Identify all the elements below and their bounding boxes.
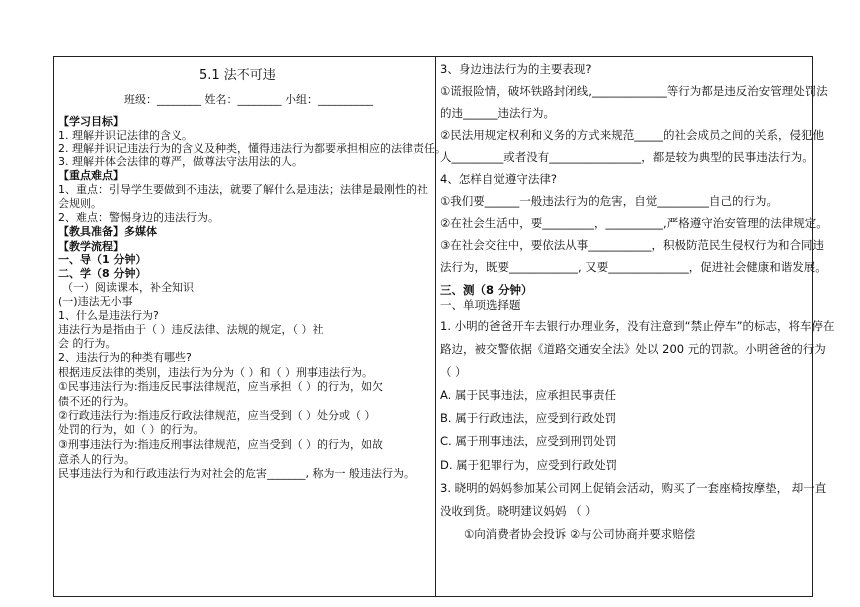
right-line: ①向消费者协会投诉 ②与公司协商并要求赔偿 xyxy=(464,527,696,541)
right-line: A. 属于民事违法，应承担民事责任 xyxy=(440,388,616,402)
right-line: C. 属于刑事违法，应受到刑罚处罚 xyxy=(440,434,617,448)
left-line: 会规则。 xyxy=(58,197,102,210)
right-line: D. 属于犯罪行为，应受到行政处罚 xyxy=(440,458,618,472)
class-name-group-line: 班级：________ 姓名：________ 小组：__________ xyxy=(124,93,373,106)
left-line: 意杀人的行为。 xyxy=(58,453,135,466)
right-line: B. 属于行政违法，应受到行政处罚 xyxy=(440,411,617,425)
right-line: ②在社会生活中，要_________，__________,严格遵守治安管理的法律规定。 xyxy=(440,216,828,230)
left-line: 债不还的行为。 xyxy=(58,395,135,408)
right-line: 人_________或者没有________________，都是较为典型的民事违法行为。 xyxy=(440,150,814,164)
right-line: 3. 晓明的妈妈参加某公司网上促销会活动，购买了一套座椅按摩垫， 却一直 xyxy=(440,481,827,495)
left-line: 民事违法行为和行政违法行为对社会的危害_______, 称为一 般违法行为。 xyxy=(58,467,415,480)
right-line: ②民法用规定权利和义务的方式来规范_____的社会成员之间的关系，侵犯他 xyxy=(440,128,825,142)
right-line: ③在社会交往中，要依法从事___________，积极防范民生侵权行为和合同违 xyxy=(440,238,825,252)
right-line: ①我们要______一般违法行为的危害，自觉_________自己的行为。 xyxy=(440,194,779,208)
left-line: 【重点难点】 xyxy=(58,169,124,182)
left-line: 2. 理解并识记违法行为的含义及种类，懂得违法行为都要承担相应的法律责任。 xyxy=(58,142,446,155)
left-line: 1、什么是违法行为? xyxy=(58,309,159,322)
right-line: 没收到货。晓明建议妈妈 （ ） xyxy=(440,504,597,518)
left-line: 根据违反法律的类别，违法行为分为（ ）和（ ）刑事违法行为。 xyxy=(58,366,373,379)
left-line: 2、违法行为的种类有哪些? xyxy=(58,351,192,364)
left-line: 处罚的行为，如（ ）的行为。 xyxy=(58,423,205,436)
left-line: 【学习目标】 xyxy=(58,115,124,128)
left-line: (一)违法无小事 xyxy=(58,295,133,308)
left-line: ②行政违法行为:指违反行政法律规范，应当受到（ ）处分或（ ） xyxy=(58,409,376,422)
page-title: 5.1 法不可违 xyxy=(199,68,276,83)
worksheet-frame xyxy=(53,56,835,597)
right-line: 一、单项选择题 xyxy=(440,298,521,312)
left-line: ①民事违法行为:指违反民事法律规范，应当承担（ ）的行为，如欠 xyxy=(58,380,384,393)
left-line: 1. 理解并识记法律的含义。 xyxy=(58,129,193,142)
left-line: 违法行为是指由于（ ）违反法律、法规的规定，（ ）社 xyxy=(58,323,324,336)
left-line: 【教学流程】 xyxy=(58,240,124,253)
right-line: 3、身边违法行为的主要表现? xyxy=(440,62,592,76)
column-divider xyxy=(435,57,436,596)
right-line: 4、怎样自觉遵守法律? xyxy=(440,172,557,186)
left-line: （一）阅读课本，补全知识 xyxy=(62,281,194,294)
right-line: 三、测（8 分钟） xyxy=(440,283,533,297)
left-line: 3. 理解并体会法律的尊严，做尊法守法用法的人。 xyxy=(58,155,303,168)
left-line: 一、导（1 分钟） xyxy=(58,253,147,266)
right-line: 的违______违法行为。 xyxy=(440,106,555,120)
right-line: （ ） xyxy=(440,365,467,379)
left-line: 二、学（8 分钟） xyxy=(58,267,147,280)
left-line: ③刑事违法行为:指违反刑事法律规范，应当受到（ ）的行为，如故 xyxy=(58,438,384,451)
left-line: 会 的行为。 xyxy=(58,337,117,350)
right-line: ①谎报险情，破坏铁路封闭线,_____________等行为都是违反治安管理处罚法 xyxy=(440,84,828,98)
left-line: 【教具准备】多媒体 xyxy=(58,225,157,238)
right-line: 路边，被交警依据《道路交通安全法》处以 200 元的罚款。小明爸爸的行为 xyxy=(440,342,826,356)
right-line: 法行为，既要____________, 又要______________，促进社会健康和谐发展。 xyxy=(440,260,827,274)
left-line: 2、难点：警惕身边的违法行为。 xyxy=(58,211,219,224)
right-line: 1. 小明的爸爸开车去银行办理业务，没有注意到“禁止停车”的标志，将车停在 xyxy=(440,319,835,333)
left-line: 1、重点：引导学生要做到不违法，就要了解什么是违法；法律是最刚性的社 xyxy=(58,183,428,196)
